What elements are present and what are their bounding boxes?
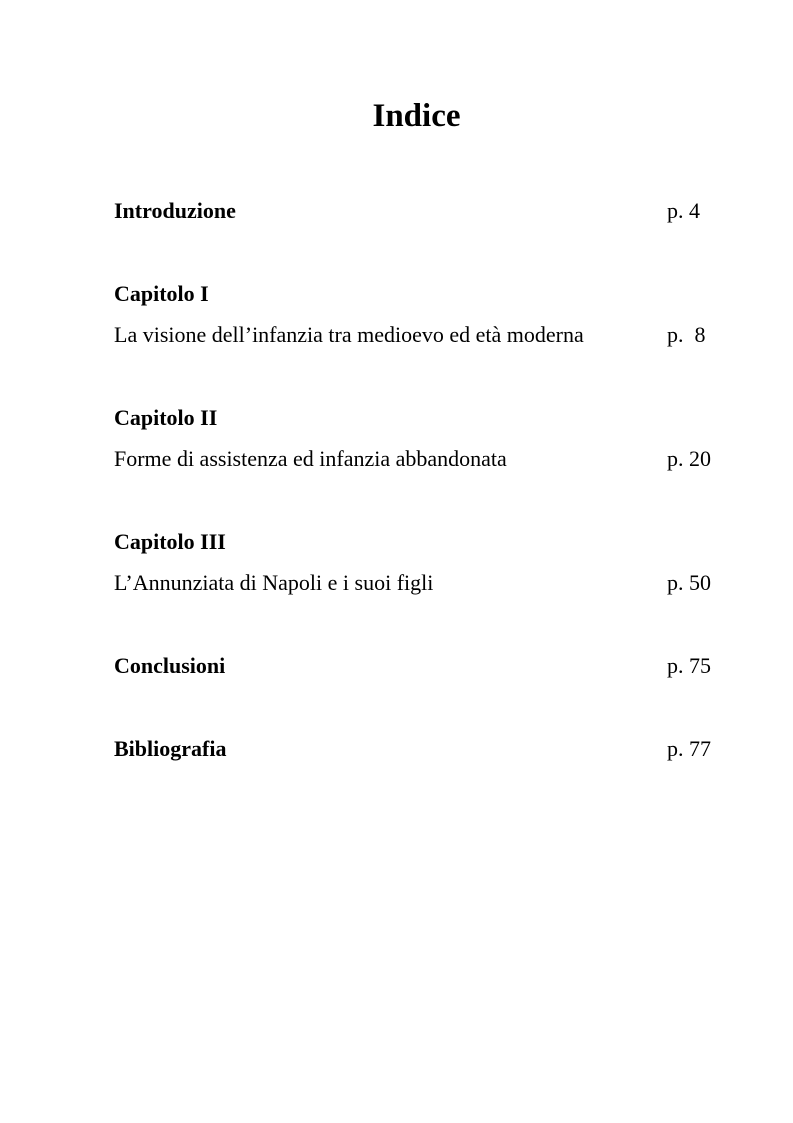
toc-page-chapter-1: p. 8 bbox=[667, 322, 706, 347]
toc-page-introduzione: p. 4 bbox=[667, 198, 700, 223]
toc-page-chapter-3: p. 50 bbox=[667, 570, 711, 595]
page-title: Indice bbox=[372, 98, 461, 134]
toc-chapter-3-title: L’Annunziata di Napoli e i suoi figli bbox=[114, 570, 434, 595]
toc-page-bibliografia: p. 77 bbox=[667, 736, 711, 761]
toc-chapter-3-heading: Capitolo III bbox=[114, 529, 226, 554]
toc-chapter-2-title: Forme di assistenza ed infanzia abbandonata bbox=[114, 446, 507, 471]
toc-entry-introduzione: Introduzione bbox=[114, 198, 236, 223]
toc-entry-conclusioni: Conclusioni bbox=[114, 653, 226, 678]
toc-chapter-2-heading: Capitolo II bbox=[114, 405, 218, 430]
toc-chapter-1-title: La visione dell’infanzia tra medioevo ed età moderna bbox=[114, 322, 584, 347]
toc-page-conclusioni: p. 75 bbox=[667, 653, 711, 678]
toc-chapter-1-heading: Capitolo I bbox=[114, 281, 209, 306]
toc-page-chapter-2: p. 20 bbox=[667, 446, 711, 471]
toc-entry-bibliografia: Bibliografia bbox=[114, 736, 227, 761]
